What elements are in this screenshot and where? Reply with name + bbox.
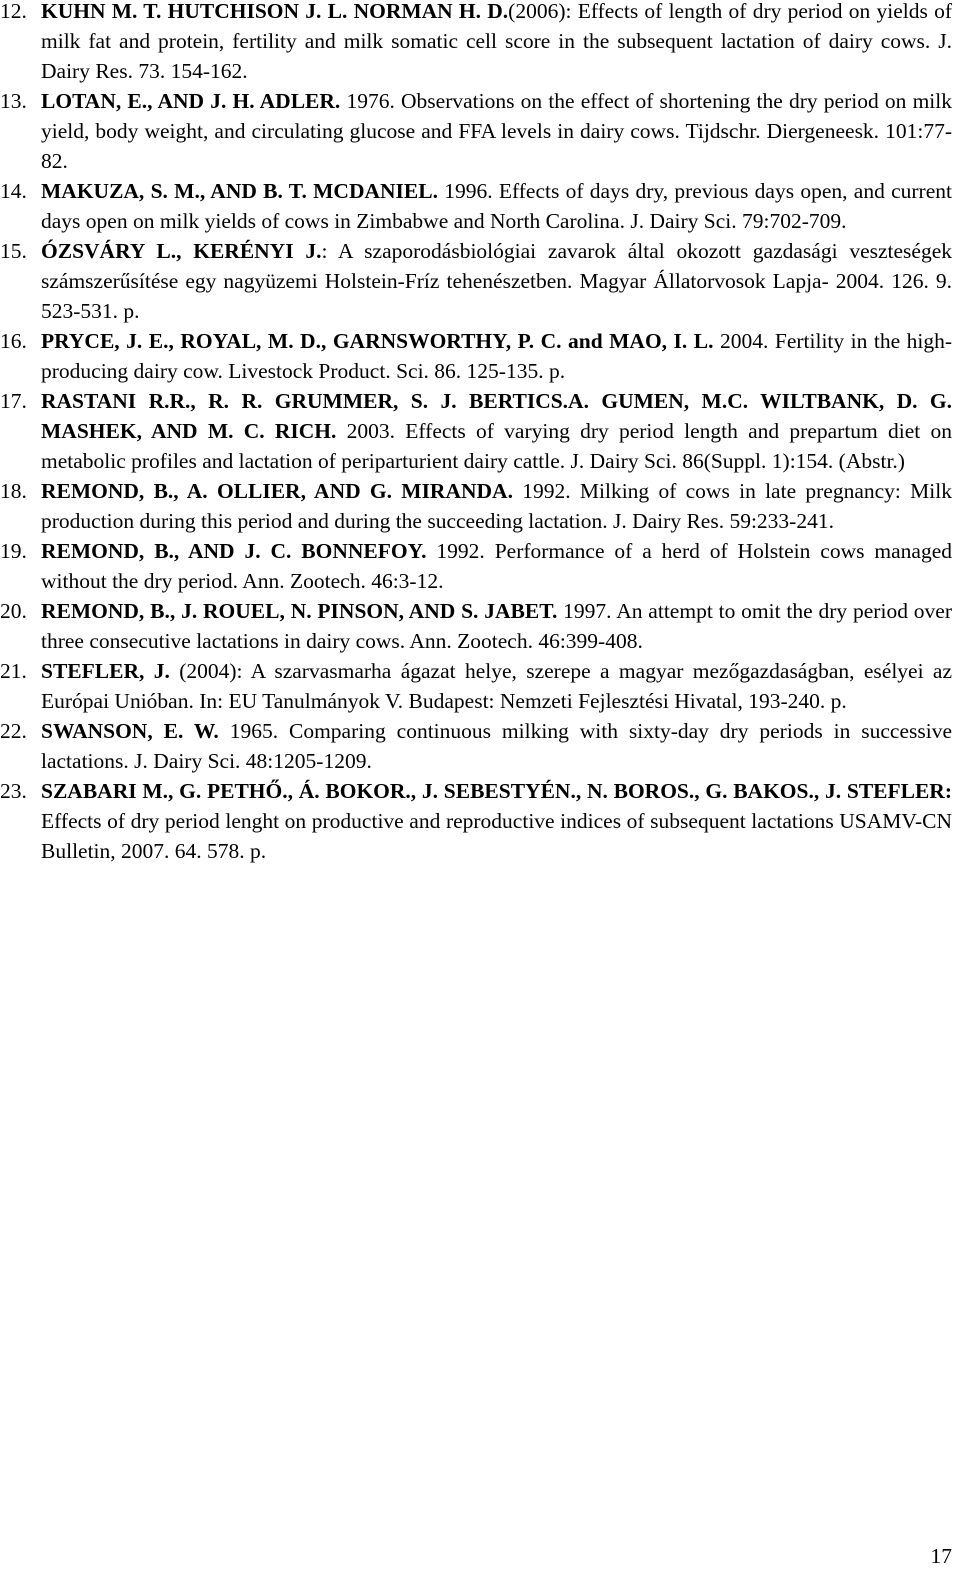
reference-authors: RASTANI R.R., R. R. GRUMMER, S. J. BERTICS.A. GUMEN, M.C. WILTBANK, D. G. MASHEK, AND M. C. RICH. [41,389,952,443]
reference-item [0,476,952,536]
reference-text: (2006): Effects of length of dry period on yields of milk fat and protein, fertility and milk somatic cell score in the subsequent lactation of dairy cows. J. Dairy Res. 73. 154-162. [41,0,952,83]
reference-number: 23. [0,779,27,803]
reference-number: 13. [0,89,27,113]
reference-item [0,86,952,176]
reference-authors: PRYCE, J. E., ROYAL, M. D., GARNSWORTHY, P. C. and MAO, I. L. [41,329,714,353]
reference-text: 2004. Fertility in the high-producing dairy cow. Livestock Product. Sci. 86. 125-135. p. [41,329,952,383]
reference-item [0,236,952,326]
reference-number: 15. [0,239,27,263]
reference-text: (2004): A szarvasmarha ágazat helye, szerepe a magyar mezőgazdaságban, esélyei az Európai Unióban. In: EU Tanulmányok V. Budapest: Nemzeti Fejlesztési Hivatal, 193-240. p. [41,659,953,713]
reference-number: 19. [0,539,27,563]
reference-item [0,386,952,476]
reference-authors: LOTAN, E., AND J. H. ADLER. [41,89,341,113]
reference-item [0,536,952,596]
reference-text: 1997. An attempt to omit the dry period over three consecutive lactations in dairy cows. Ann. Zootech. 46:399-408. [41,599,952,653]
reference-number: 20. [0,599,27,623]
reference-authors: SWANSON, E. W. [41,719,219,743]
reference-text: 1992. Milking of cows in late pregnancy: Milk production during this period and during the succeeding lactation. J. Dairy Res. 59:233-241. [41,479,952,533]
reference-text: 1965. Comparing continuous milking with sixty-day dry periods in successive lactations. J. Dairy Sci. 48:1205-1209. [41,719,952,773]
reference-number: 18. [0,479,27,503]
reference-number: 16. [0,329,27,353]
reference-authors: STEFLER, J. [41,659,170,683]
reference-item [0,176,952,236]
reference-number: 17. [0,389,27,413]
reference-authors: REMOND, B., AND J. C. BONNEFOY. [41,539,427,563]
reference-authors: REMOND, B., A. OLLIER, AND G. MIRANDA. [41,479,513,503]
reference-item [0,656,952,716]
reference-number: 21. [0,659,27,683]
reference-item [0,596,952,656]
reference-text: 2003. Effects of varying dry period length and prepartum diet on metabolic profiles and lactation of periparturient dairy cattle. J. Dairy Sci. 86(Suppl. 1):154. (Abstr.) [41,419,952,473]
reference-authors: KUHN M. T. HUTCHISON J. L. NORMAN H. D. [41,0,509,23]
reference-text: 1976. Observations on the effect of shortening the dry period on milk yield, body weight, and circulating glucose and FFA levels in dairy cows. Tijdschr. Diergeneesk. 101:77-82. [41,89,952,173]
reference-text: Effects of dry period lenght on productive and reproductive indices of subsequent lactations USAMV-CN Bulletin, 2007. 64. 578. p. [41,809,952,863]
reference-item [0,776,952,866]
reference-text: 1992. Performance of a herd of Holstein cows managed without the dry period. Ann. Zootech. 46:3-12. [41,539,952,593]
reference-item [0,716,952,776]
reference-authors: ÓZSVÁRY L., KERÉNYI J. [41,239,322,263]
reference-number: 22. [0,719,27,743]
reference-item [0,0,952,86]
reference-authors: MAKUZA, S. M., AND B. T. MCDANIEL. [41,179,438,203]
reference-text: : A szaporodásbiológiai zavarok által okozott gazdasági veszteségek számszerűsítése egy nagyüzemi Holstein-Fríz tehenészetben. Magyar Állatorvosok Lapja- 2004. 126. 9. 523-531. p. [41,239,952,323]
reference-authors: REMOND, B., J. ROUEL, N. PINSON, AND S. JABET. [41,599,558,623]
reference-authors: SZABARI M., G. PETHŐ., Á. BOKOR., J. SEBESTYÉN., N. BOROS., G. BAKOS., J. STEFLER: [41,779,952,803]
page-number: 17 [930,1544,952,1568]
reference-item [0,326,952,386]
reference-text: 1996. Effects of days dry, previous days open, and current days open on milk yields of cows in Zimbabwe and North Carolina. J. Dairy Sci. 79:702-709. [41,179,952,233]
reference-number: 14. [0,179,27,203]
reference-number: 12. [0,0,27,23]
